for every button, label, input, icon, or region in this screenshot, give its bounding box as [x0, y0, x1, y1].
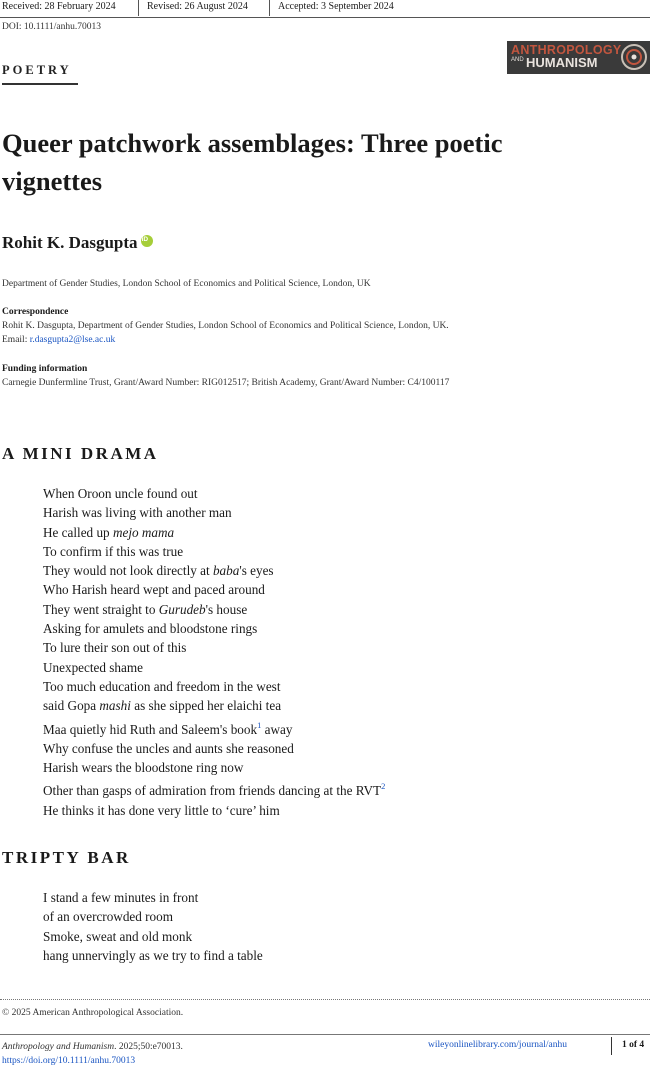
poem-line: Why confuse the uncles and aunts she reasoned [43, 740, 294, 756]
funding-text: Carnegie Dunfermline Trust, Grant/Award Number: RIG012517; British Academy, Grant/Award Number: C4/100117 [2, 378, 450, 388]
email-label: Email: [2, 335, 28, 345]
footer-citation-text: . 2025;50:e70013. [114, 1042, 183, 1052]
footer-separator [611, 1037, 612, 1055]
poem-line [43, 716, 385, 739]
poem-line [43, 777, 385, 800]
correspondence-block [2, 305, 449, 347]
poem-line: Asking for amulets and bloodstone rings [43, 621, 258, 637]
funding-heading: Funding information [2, 364, 88, 374]
section-label-underline [2, 83, 78, 85]
page-number: 1 of 4 [622, 1040, 645, 1050]
section-heading-tripty-bar: TRIPTY BAR [2, 848, 131, 867]
revised-date: Revised: 26 August 2024 [147, 1, 248, 12]
doi: DOI: 10.1111/anhu.70013 [2, 22, 101, 32]
poem-line: I stand a few minutes in front [43, 890, 199, 905]
correspondence-heading: Correspondence [2, 307, 69, 317]
poem-line-text: away [261, 721, 293, 737]
orcid-icon[interactable] [141, 235, 153, 247]
poem-line-text: Other than gasps of admiration from friends dancing at the RVT [43, 783, 382, 799]
logo-text-line2: AND [511, 57, 524, 63]
article-title: Queer patchwork assemblages: Three poetic vignettes [2, 128, 503, 196]
poem-line [43, 561, 385, 580]
poem-line: Harish wears the bloodstone ring now [43, 760, 244, 776]
poem-tripty-bar [43, 888, 263, 965]
poem-line: He thinks it has done very little to ‘cure’ him [43, 802, 280, 818]
funding-block [2, 362, 449, 390]
poem-line-text: He called up [43, 524, 113, 540]
poem-line [43, 523, 385, 542]
poem-line: Too much education and freedom in the west [43, 678, 281, 694]
poem-line-italic: Gurudeb [158, 601, 206, 617]
poem-line: Unexpected shame [43, 659, 143, 675]
poem-line: To confirm if this was true [43, 543, 184, 559]
journal-logo [507, 41, 650, 74]
logo-emblem-icon [620, 43, 648, 71]
poem-line: Harish was living with another man [43, 505, 232, 521]
poem-line: When Oroon uncle found out [43, 486, 198, 501]
poem-line: Smoke, sweat and old monk [43, 928, 193, 944]
accepted-date: Accepted: 3 September 2024 [278, 1, 394, 12]
footer-doi-link[interactable]: https://doi.org/10.1111/anhu.70013 [2, 1056, 136, 1066]
poem-line [43, 696, 385, 715]
footer-citation [2, 1040, 183, 1068]
poem-line: Who Harish heard wept and paced around [43, 582, 265, 598]
poem-line-text: They went straight to [43, 601, 159, 617]
poem-line-italic: mejo mama [112, 524, 175, 540]
dates-separator [269, 0, 270, 16]
poem-line: To lure their son out of this [43, 640, 187, 656]
footer-journal-name: Anthropology and Humanism [2, 1042, 115, 1052]
poem-line-text: as she sipped her elaichi tea [130, 698, 282, 714]
footer-site-link[interactable]: wileyonlinelibrary.com/journal/anhu [428, 1040, 567, 1050]
poem-line-text: said Gopa [43, 698, 100, 714]
email-link[interactable]: r.dasgupta2@lse.ac.uk [29, 335, 116, 345]
poem-line-text: 's eyes [239, 563, 274, 579]
copyright: © 2025 American Anthropological Association. [2, 1008, 184, 1018]
poem-line-italic: baba [212, 563, 240, 579]
logo-text-line1: ANTHROPOLOGY [511, 43, 622, 57]
footer-divider [0, 1034, 650, 1035]
affiliation: Department of Gender Studies, London School of Economics and Political Science, London, UK [2, 279, 371, 289]
dates-separator [138, 0, 139, 16]
logo-text-line3: HUMANISM [526, 55, 598, 70]
author-name [2, 233, 153, 253]
poem-line-text: Maa quietly hid Ruth and Saleem's book [43, 721, 258, 737]
section-label: POETRY [2, 63, 72, 77]
poem-line-text: They would not look directly at [43, 563, 213, 579]
footnote-link[interactable]: 2 [381, 781, 386, 792]
section-heading-mini-drama: A MINI DRAMA [2, 444, 159, 463]
poem-line: hang unnervingly as we try to find a table [43, 947, 263, 963]
poem-line: of an overcrowded room [43, 909, 173, 925]
poem-line [43, 600, 385, 619]
correspondence-text: Rohit K. Dasgupta, Department of Gender Studies, London School of Economics and Political Science, London, UK. [2, 321, 449, 331]
footer-dotted-divider [0, 999, 650, 1000]
received-date: Received: 28 February 2024 [2, 1, 116, 12]
poem-line-text: 's house [205, 601, 248, 617]
author-name-text: Rohit K. Dasgupta [2, 233, 138, 252]
footnote-link[interactable]: 1 [257, 719, 262, 730]
poem-line-italic: mashi [99, 698, 131, 714]
poem-mini-drama [43, 484, 385, 820]
